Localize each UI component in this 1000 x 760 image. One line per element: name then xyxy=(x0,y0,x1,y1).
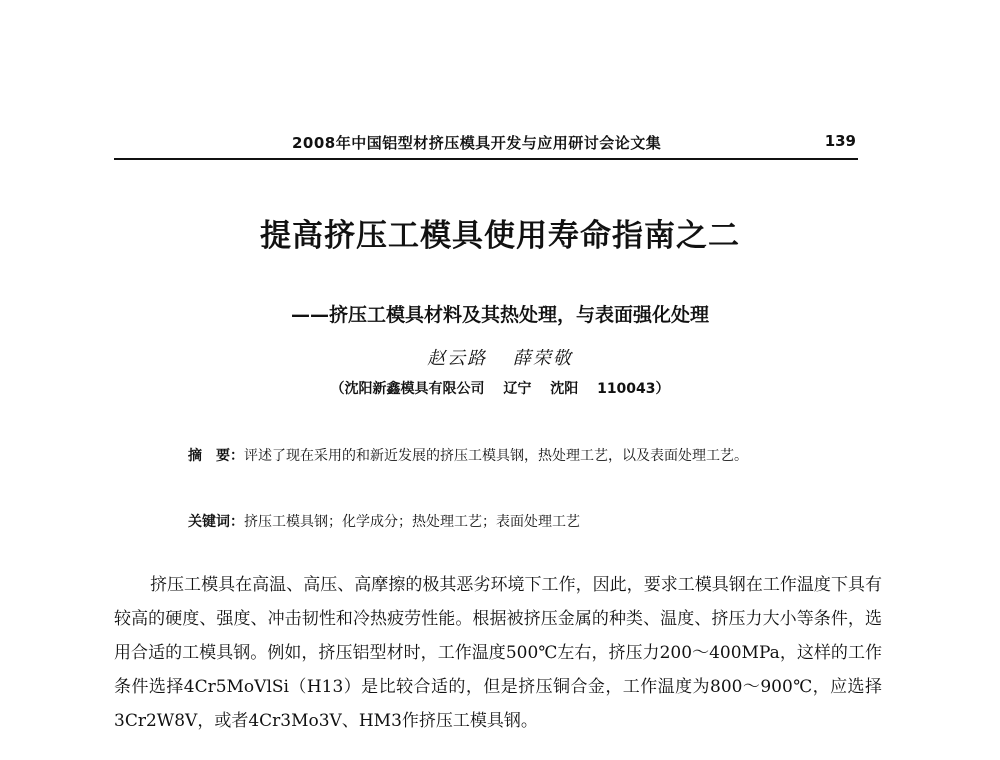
abstract-paragraph xyxy=(150,442,856,470)
keywords xyxy=(188,508,868,536)
header-title: 2008年中国铝型材挤压模具开发与应用研讨会论文集 xyxy=(292,134,662,152)
keywords-text: 挤压工模具钢；化学成分；热处理工艺；表面处理工艺 xyxy=(244,514,580,530)
paper-title: 提高挤压工模具使用寿命指南之二 xyxy=(260,218,740,254)
abstract xyxy=(150,442,856,470)
affiliation: （沈阳新鑫模具有限公司 辽宁 沈阳 110043） xyxy=(330,381,670,397)
authors: 赵云路 薛荣敬 xyxy=(427,348,573,369)
abstract-text: 评述了现在采用的和新近发展的挤压工模具钢，热处理工艺，以及表面处理工艺。 xyxy=(244,448,748,464)
page-number: 139 xyxy=(824,132,856,150)
paper-subtitle: ——挤压工模具材料及其热处理，与表面强化处理 xyxy=(290,304,709,326)
keywords-label: 关键词： xyxy=(188,514,244,530)
abstract-label: 摘 要： xyxy=(188,448,244,464)
running-header xyxy=(114,132,858,160)
body-paragraph: 挤压工模具在高温、高压、高摩擦的极其恶劣环境下工作，因此，要求工模具钢在工作温度下具有较高的硬度、强度、冲击韧性和冷热疲劳性能。根据被挤压金属的种类、温度、挤压力大小等条件，选用合适的工模具钢。例如，挤压铝型材时，工作温度500℃左右，挤压力200～400MPa，这样的工作条件选择4Cr5MoVlSi（H13）是比较合适的，但是挤压铜合金，工作温度为800～900℃，应选择3Cr2W8V，或者4Cr3Mo3V、HM3作挤压工模具钢。 xyxy=(114,575,882,731)
